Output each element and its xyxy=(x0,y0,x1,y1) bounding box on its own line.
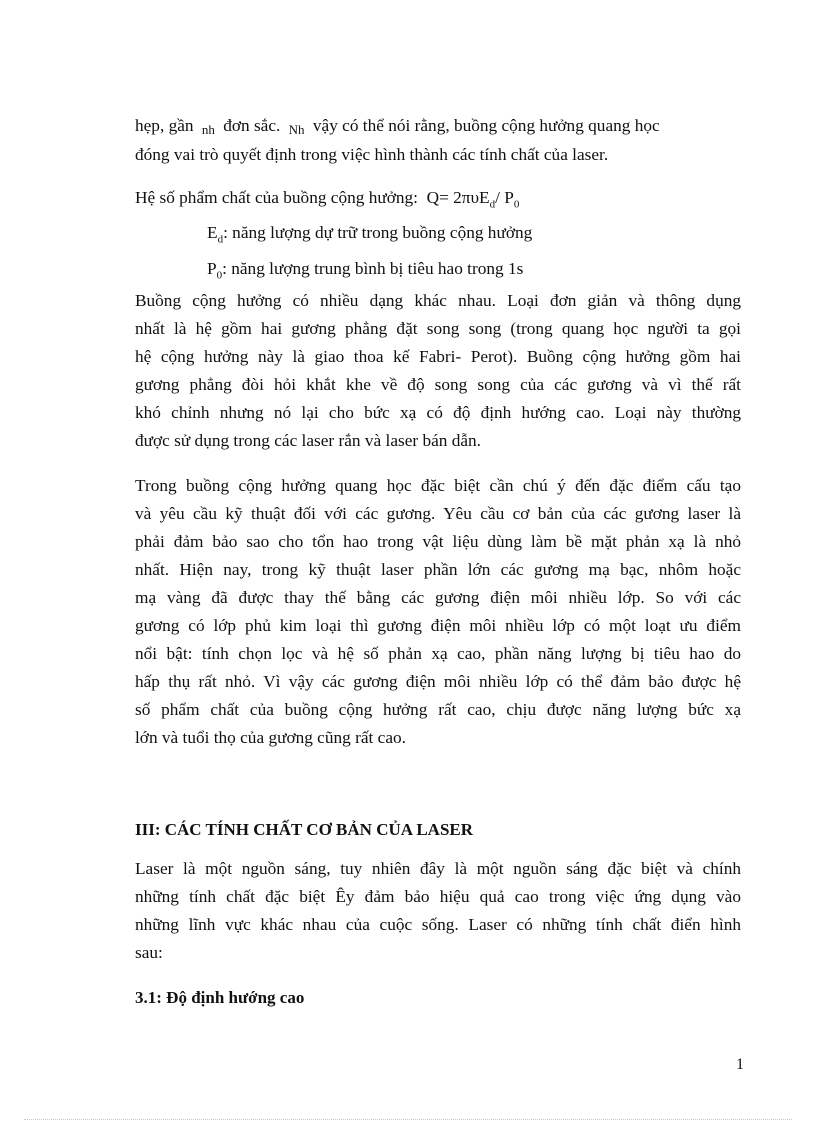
paragraph-line: được sử dụng trong các laser rắn và laser bán dẫn. xyxy=(135,431,482,450)
paragraph-line: sau: xyxy=(135,943,163,962)
paragraph-line: phải đảm bảo sao cho tổn hao trong vật liệu dùng làm bề mặt phản xạ là nhỏ xyxy=(135,532,741,551)
paragraph-line: lớn và tuổi thọ của gương cũng rất cao. xyxy=(135,728,406,747)
paragraph-line: Laser là một nguồn sáng, tuy nhiên đây là một nguồn sáng đặc biệt và chính xyxy=(135,859,741,878)
paragraph-line: những tính chất đặc biệt Êy đảm bảo hiệu quả cao trong việc ứng dụng vào xyxy=(135,887,741,906)
subsection-heading: 3.1: Độ định hướng cao xyxy=(135,988,305,1007)
paragraph-line: nhất là hệ gồm hai gương phẳng đặt song song (trong quang học người ta gọi xyxy=(135,319,741,338)
paragraph-line: mạ vàng đã được thay thế bằng các gương điện môi nhiều lớp. So với các xyxy=(135,588,741,607)
resonator-types-paragraph xyxy=(135,287,741,455)
paragraph-line: Trong buồng cộng hưởng quang học đặc biệt cần chú ý đến đặc điểm cấu tạo xyxy=(135,476,741,495)
mirrors-paragraph xyxy=(135,472,741,752)
ed-definition: $E_d$: năng lượng dự trữ trong buồng cộng hưởng xyxy=(207,223,533,246)
paragraph-line: gương phẳng đòi hỏi khắt khe về độ song song của các gương và vì thế rất xyxy=(135,375,741,394)
intro-line-1: hẹp, gần nh đơn sắc. Nh vậy có thể nói rằng, buồng cộng hưởng quang học xyxy=(135,116,660,137)
paragraph-line: những lĩnh vực khác nhau của cuộc sống. Laser có những tính chất điển hình xyxy=(135,915,741,934)
section-heading: III: CÁC TÍNH CHẤT CƠ BẢN CỦA LASER xyxy=(135,820,474,839)
paragraph-line: hấp thụ rất nhỏ. Vì vậy các gương điện môi nhiều lớp có thể đảm bảo được hệ xyxy=(135,672,741,691)
paragraph-line: và yêu cầu kỹ thuật đối với các gương. Yêu cầu cơ bản của các gương laser là xyxy=(135,504,741,523)
laser-paragraph xyxy=(135,855,741,967)
intro-line-2: đóng vai trò quyết định trong việc hình thành các tính chất của laser. xyxy=(135,145,609,164)
page-bottom-divider xyxy=(24,1119,792,1120)
paragraph-line: hệ cộng hưởng này là giao thoa kế Fabri- Perot). Buồng cộng hưởng gồm hai xyxy=(135,347,741,366)
quality-factor-block xyxy=(135,184,741,289)
paragraph-line: Buồng cộng hưởng có nhiều dạng khác nhau. Loại đơn giản và thông dụng xyxy=(135,291,741,310)
paragraph-line: gương có lớp phủ kim loại thì gương điện môi nhiều lớp có một loạt ưu điểm xyxy=(135,616,741,635)
paragraph-line: số phẩm chất của buồng cộng hưởng rất cao, chịu được năng lượng bức xạ xyxy=(135,700,741,719)
intro-paragraph xyxy=(135,112,741,169)
paragraph-line: nổi bật: tính chọn lọc và hệ số phản xạ cao, phần năng lượng bị tiêu hao do xyxy=(135,644,741,663)
paragraph-line: nhất. Hiện nay, trong kỹ thuật laser phần lớn các gương mạ bạc, nhôm hoặc xyxy=(135,560,741,579)
page-number: 1 xyxy=(736,1056,744,1073)
quality-formula-line: Hệ số phẩm chất của buồng cộng hưởng: Q= 2πυE$_d$/ $P_0$ xyxy=(135,188,520,211)
paragraph-line: khó chỉnh nhưng nó lại cho bức xạ có độ định hướng cao. Loại này thường xyxy=(135,403,741,422)
p0-definition: $P_0$: năng lượng trung bình bị tiêu hao trong 1s xyxy=(207,258,524,282)
